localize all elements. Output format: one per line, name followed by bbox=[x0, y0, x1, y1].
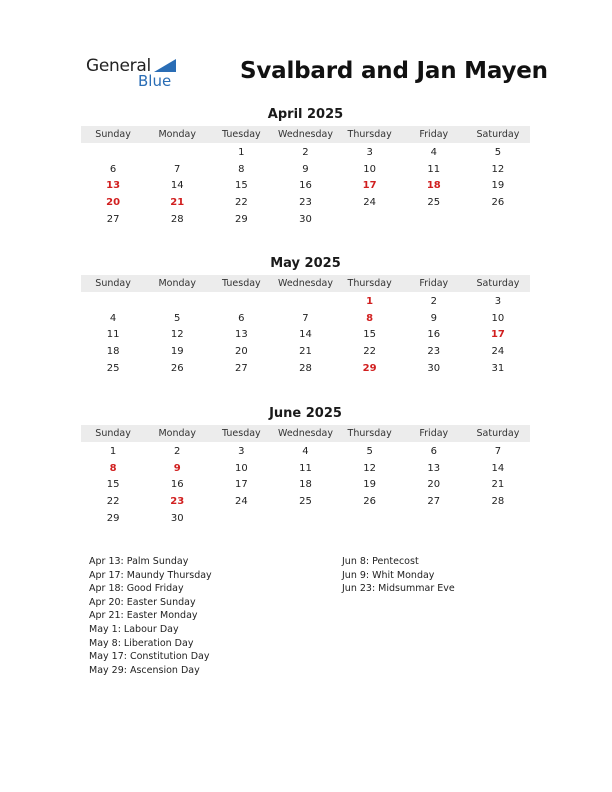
weekday-label: Sunday bbox=[95, 278, 131, 289]
weekday-label: Friday bbox=[419, 428, 449, 439]
weekday-label: Sunday bbox=[95, 129, 131, 140]
weekday-label: Wednesday bbox=[277, 428, 333, 439]
holiday-entry: May 17: Constitution Day bbox=[89, 651, 210, 663]
holiday-entry: Jun 9: Whit Monday bbox=[342, 569, 435, 581]
day-cell: 11 bbox=[299, 462, 312, 474]
day-cell: 15 bbox=[363, 329, 376, 341]
weekday-label: Tuesday bbox=[222, 278, 261, 289]
day-cell: 28 bbox=[170, 213, 184, 225]
day-cell: 4 bbox=[430, 147, 437, 158]
holiday-day-cell: 8 bbox=[366, 312, 374, 324]
day-cell: 2 bbox=[302, 147, 309, 158]
day-cell: 22 bbox=[363, 346, 376, 358]
day-cell: 2 bbox=[174, 446, 181, 457]
day-cell: 23 bbox=[427, 346, 441, 358]
day-cell: 5 bbox=[174, 312, 181, 324]
day-cell: 19 bbox=[170, 346, 184, 358]
day-cell: 16 bbox=[299, 180, 312, 192]
holiday-day-cell: 21 bbox=[170, 197, 185, 209]
empty-cell bbox=[273, 294, 337, 311]
holiday-day-cell: 13 bbox=[106, 180, 121, 192]
month-name: May 2025 bbox=[270, 256, 341, 271]
day-cell: 20 bbox=[427, 479, 441, 491]
holiday-day-cell: 1 bbox=[366, 296, 374, 307]
day-cell: 10 bbox=[234, 462, 248, 474]
weekday-label: Saturday bbox=[476, 278, 520, 289]
day-cell: 30 bbox=[427, 362, 441, 374]
day-cell: 7 bbox=[494, 446, 502, 457]
day-cell: 27 bbox=[234, 362, 248, 374]
day-cell: 11 bbox=[427, 163, 441, 175]
day-cell: 16 bbox=[427, 329, 441, 341]
weekday-label: Saturday bbox=[476, 428, 520, 439]
month-name: April 2025 bbox=[267, 107, 344, 122]
empty-cell bbox=[81, 294, 145, 311]
holiday-entry: Apr 21: Easter Monday bbox=[89, 610, 198, 622]
day-cell: 1 bbox=[109, 446, 117, 457]
month-may bbox=[81, 256, 530, 377]
weekday-label: Monday bbox=[158, 428, 196, 439]
weekday-label: Tuesday bbox=[222, 428, 261, 439]
day-cell: 27 bbox=[427, 496, 441, 508]
day-cell: 18 bbox=[299, 479, 312, 491]
day-cell: 21 bbox=[491, 479, 505, 491]
day-cell: 6 bbox=[109, 163, 117, 175]
day-cell: 12 bbox=[363, 462, 376, 474]
day-cell: 8 bbox=[238, 163, 245, 175]
day-cell: 14 bbox=[299, 329, 312, 341]
holiday-entry: May 1: Labour Day bbox=[89, 623, 179, 635]
day-cell: 4 bbox=[109, 312, 117, 324]
day-cell: 5 bbox=[366, 446, 373, 457]
logo-triangle-icon bbox=[154, 59, 176, 72]
holiday-day-cell: 17 bbox=[362, 180, 377, 192]
empty-cell bbox=[145, 294, 209, 311]
holiday-day-cell: 9 bbox=[173, 462, 181, 474]
month-june bbox=[81, 406, 530, 527]
day-cell: 25 bbox=[427, 197, 441, 209]
logo-general-text: General bbox=[86, 56, 151, 76]
day-cell: 25 bbox=[299, 496, 312, 508]
weekday-header bbox=[81, 275, 530, 292]
empty-cell bbox=[209, 294, 273, 311]
weekday-label: Tuesday bbox=[222, 129, 261, 140]
day-cell: 28 bbox=[491, 496, 505, 508]
day-cell: 19 bbox=[363, 479, 376, 491]
empty-cell bbox=[81, 145, 145, 162]
day-grid bbox=[81, 444, 530, 527]
day-grid bbox=[81, 145, 530, 228]
holiday-list-right bbox=[342, 555, 455, 596]
holiday-entry: May 8: Liberation Day bbox=[89, 637, 194, 649]
day-cell: 12 bbox=[170, 329, 184, 341]
day-cell: 1 bbox=[238, 147, 245, 158]
holiday-entry: May 29: Ascension Day bbox=[89, 664, 200, 676]
day-cell: 22 bbox=[106, 496, 120, 508]
day-cell: 31 bbox=[491, 362, 505, 374]
brand-logo bbox=[86, 56, 196, 92]
weekday-label: Wednesday bbox=[277, 278, 333, 289]
day-cell: 2 bbox=[430, 296, 437, 307]
weekday-label: Thursday bbox=[347, 129, 392, 140]
holiday-day-cell: 20 bbox=[106, 197, 121, 209]
holiday-day-cell: 18 bbox=[426, 180, 441, 192]
day-cell: 29 bbox=[234, 213, 248, 225]
day-cell: 4 bbox=[302, 446, 309, 457]
holiday-entry: Jun 8: Pentecost bbox=[342, 556, 419, 567]
weekday-label: Friday bbox=[419, 278, 449, 289]
day-cell: 24 bbox=[363, 197, 376, 209]
month-name: June 2025 bbox=[269, 406, 342, 421]
holiday-entry: Apr 20: Easter Sunday bbox=[89, 596, 196, 608]
day-cell: 18 bbox=[106, 346, 120, 358]
day-cell: 26 bbox=[170, 362, 184, 374]
day-cell: 6 bbox=[238, 312, 245, 324]
holiday-list-left bbox=[89, 555, 212, 677]
weekday-label: Thursday bbox=[347, 278, 392, 289]
holiday-entry: Apr 17: Maundy Thursday bbox=[89, 569, 212, 581]
holiday-day-cell: 29 bbox=[362, 362, 377, 374]
day-cell: 21 bbox=[299, 346, 312, 358]
day-cell: 30 bbox=[299, 213, 312, 225]
day-cell: 9 bbox=[302, 163, 309, 175]
day-cell: 16 bbox=[170, 479, 184, 491]
logo-blue-text: Blue bbox=[138, 72, 172, 90]
weekday-label: Friday bbox=[419, 129, 449, 140]
weekday-label: Monday bbox=[158, 129, 196, 140]
day-cell: 5 bbox=[494, 147, 502, 158]
day-cell: 6 bbox=[430, 446, 437, 457]
day-cell: 14 bbox=[170, 180, 184, 192]
weekday-label: Sunday bbox=[95, 428, 131, 439]
day-cell: 15 bbox=[234, 180, 248, 192]
day-cell: 11 bbox=[106, 329, 120, 341]
day-cell: 15 bbox=[106, 479, 120, 491]
month-april bbox=[81, 107, 530, 228]
day-cell: 24 bbox=[234, 496, 248, 508]
holiday-day-cell: 23 bbox=[170, 496, 185, 508]
day-cell: 19 bbox=[491, 180, 505, 192]
day-cell: 29 bbox=[106, 512, 120, 524]
day-cell: 26 bbox=[491, 197, 505, 209]
holiday-day-cell: 17 bbox=[490, 329, 505, 341]
day-cell: 14 bbox=[491, 462, 505, 474]
page-title: Svalbard and Jan Mayen bbox=[240, 58, 548, 84]
day-cell: 20 bbox=[234, 346, 248, 358]
day-cell: 26 bbox=[363, 496, 376, 508]
day-cell: 22 bbox=[234, 197, 248, 209]
day-cell: 7 bbox=[302, 312, 309, 324]
weekday-label: Thursday bbox=[347, 428, 392, 439]
day-cell: 7 bbox=[174, 163, 181, 175]
day-cell: 10 bbox=[491, 312, 505, 324]
day-cell: 12 bbox=[491, 163, 505, 175]
day-cell: 25 bbox=[106, 362, 120, 374]
weekday-label: Saturday bbox=[476, 129, 520, 140]
weekday-label: Wednesday bbox=[277, 129, 333, 140]
day-cell: 27 bbox=[106, 213, 120, 225]
day-cell: 28 bbox=[299, 362, 312, 374]
holiday-entry: Apr 13: Palm Sunday bbox=[89, 556, 189, 567]
day-cell: 24 bbox=[491, 346, 505, 358]
day-cell: 3 bbox=[494, 296, 502, 307]
holiday-entry: Jun 23: Midsummar Eve bbox=[342, 583, 455, 595]
holiday-day-cell: 8 bbox=[109, 462, 117, 474]
holiday-entry: Apr 18: Good Friday bbox=[89, 583, 184, 595]
day-cell: 17 bbox=[234, 479, 248, 491]
day-cell: 10 bbox=[363, 163, 376, 175]
day-cell: 3 bbox=[366, 147, 373, 158]
day-grid bbox=[81, 294, 530, 377]
empty-cell bbox=[145, 145, 209, 162]
day-cell: 13 bbox=[427, 462, 441, 474]
weekday-label: Monday bbox=[158, 278, 196, 289]
day-cell: 3 bbox=[238, 446, 245, 457]
day-cell: 30 bbox=[170, 512, 184, 524]
day-cell: 9 bbox=[430, 312, 437, 324]
weekday-header bbox=[81, 425, 530, 442]
weekday-header bbox=[81, 126, 530, 143]
day-cell: 23 bbox=[299, 197, 312, 209]
day-cell: 13 bbox=[234, 329, 248, 341]
